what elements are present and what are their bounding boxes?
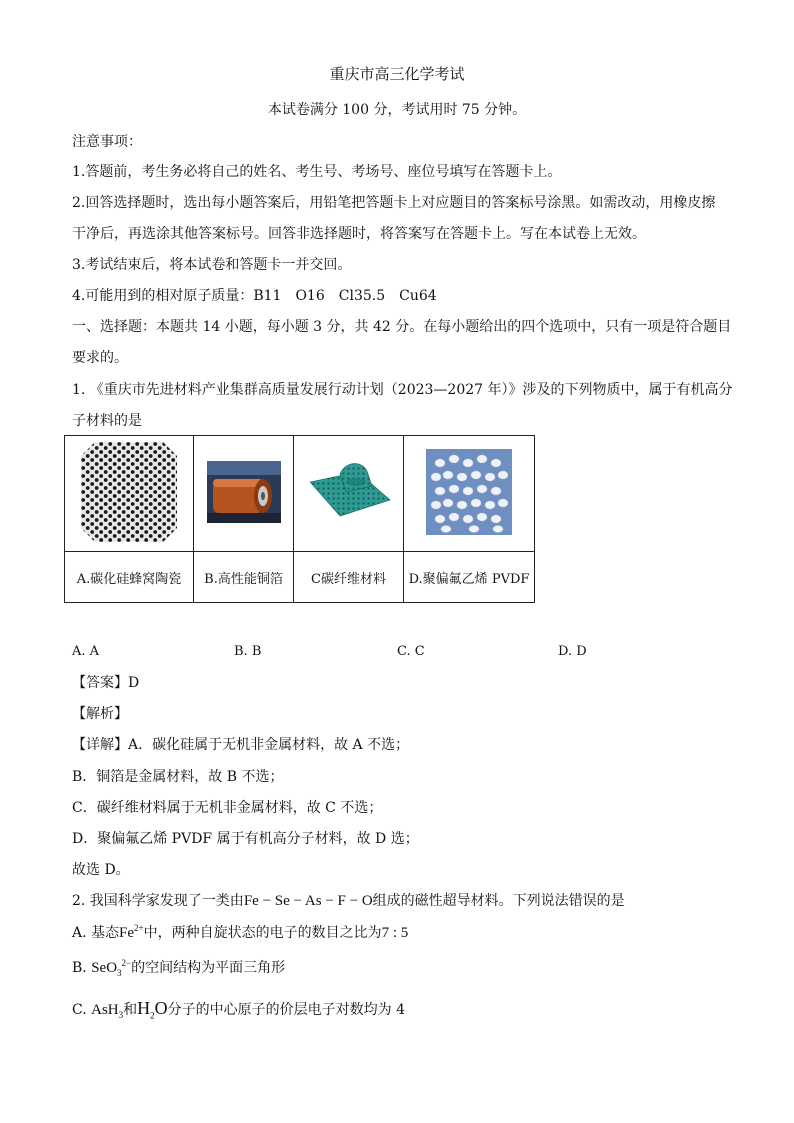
fe-charge: 2+ xyxy=(134,923,144,933)
q1-detail-line1 xyxy=(72,735,409,755)
exam-title: 重庆市高三化学考试 xyxy=(329,65,465,83)
detail-a: A．碳化硅属于无机非金属材料，故 A 不选； xyxy=(128,737,410,753)
spin-ratio: 7 : 5 xyxy=(381,925,409,941)
carbon-fiber-sheet-image xyxy=(306,456,392,528)
material-c-image-cell xyxy=(294,436,404,552)
seo3-charge: 2− xyxy=(121,958,132,968)
q1-stem-line2: 子材料的是 xyxy=(72,413,142,429)
material-b-caption: B.高性能铜箔 xyxy=(194,552,294,603)
seo3-subscript: 3 xyxy=(117,968,122,978)
q2-formula: Fe − Se − As − F − O xyxy=(243,893,373,909)
fe-symbol: Fe xyxy=(119,925,135,941)
material-a-image-cell xyxy=(65,436,194,552)
exam-subtitle: 本试卷满分 100 分，考试用时 75 分钟。 xyxy=(267,102,527,118)
q2-stem-start: 2. 我国科学家发现了一类由 xyxy=(72,893,244,909)
honeycomb-ceramic-image xyxy=(81,442,177,542)
q1-detail-line3: C．碳纤维材料属于无机非金属材料，故 C 不选； xyxy=(72,800,383,816)
q1-answer xyxy=(72,673,139,693)
q2-option-c-and: 和 xyxy=(123,1002,138,1018)
note-2-line2: 干净后，再选涂其他答案标号。回答非选择题时，将答案写在答题卡上。写在本试卷上无效。 xyxy=(72,226,646,242)
q1-detail-line4: D．聚偏氟乙烯 PVDF 属于有机高分子材料，故 D 选； xyxy=(72,831,419,847)
q1-option-d: D. D xyxy=(558,644,587,659)
h2o-o: O xyxy=(154,998,168,1018)
seo3-symbol: SeO xyxy=(91,960,118,976)
q2-option-a xyxy=(72,923,408,943)
q1-detail-line5: 故选 D。 xyxy=(72,862,130,878)
q2-option-b xyxy=(72,958,285,978)
q1-material-table xyxy=(64,435,535,603)
q2-option-b-label: B. xyxy=(72,960,87,976)
notes-heading: 注意事项： xyxy=(72,134,142,150)
note-2-line1: 2.回答选择题时，选出每小题答案后，用铅笔把答题卡上对应题目的答案标号涂黑。如需改动，用橡皮擦 xyxy=(72,195,716,211)
seo3-ion xyxy=(91,960,131,976)
material-a-caption: A.碳化硅蜂窝陶瓷 xyxy=(65,552,194,603)
detail-tag: 【详解】 xyxy=(72,737,128,753)
q2-option-b-text: 的空间结构为平面三角形 xyxy=(131,960,286,976)
q1-option-c: C. C xyxy=(397,644,425,659)
ash3-subscript: 3 xyxy=(118,1010,124,1020)
h2o-h: H xyxy=(137,998,151,1018)
h2o-molecule xyxy=(137,998,168,1021)
analysis-tag: 【解析】 xyxy=(72,706,128,722)
material-b-image-cell xyxy=(194,436,294,552)
copper-foil-roll-image xyxy=(207,461,281,523)
material-d-image-cell xyxy=(404,436,535,552)
note-3: 3.考试结束后，将本试卷和答题卡一并交回。 xyxy=(72,257,352,273)
answer-tag: 【答案】 xyxy=(72,675,128,691)
material-c-caption: C碳纤维材料 xyxy=(294,552,404,603)
ash3-symbol: AsH xyxy=(91,1002,119,1018)
q2-option-c-label: C. xyxy=(72,1002,87,1018)
material-d-caption: D.聚偏氟乙烯 PVDF xyxy=(404,552,535,603)
q2-option-c xyxy=(72,998,405,1020)
note-4: 4.可能用到的相对原子质量：B11 O16 Cl35.5 Cu64 xyxy=(72,288,437,304)
q1-detail-line2: B．铜箔是金属材料，故 B 不选； xyxy=(72,769,284,785)
h2o-subscript: 2 xyxy=(150,1010,155,1021)
fe-ion xyxy=(119,925,144,941)
pvdf-pellets-image xyxy=(426,449,512,535)
answer-value: D xyxy=(128,675,140,691)
q2-stem xyxy=(72,891,625,911)
section1-instruction-line1: 一、选择题：本题共 14 小题，每小题 3 分，共 42 分。在每小题给出的四个选项中，只有一项是符合题目 xyxy=(72,319,732,335)
q1-stem-line1: 1. 《重庆市先进材料产业集群高质量发展行动计划（2023—2027 年）》涉及的下列物质中，属于有机高分 xyxy=(72,382,733,398)
q1-analysis-tag xyxy=(72,704,128,724)
q1-option-a: A. A xyxy=(72,644,100,659)
note-1: 1.答题前，考生务必将自己的姓名、考生号、考场号、座位号填写在答题卡上。 xyxy=(72,164,562,180)
q1-option-b: B. B xyxy=(234,644,262,659)
q2-option-c-text: 分子的中心原子的价层电子对数均为 4 xyxy=(167,1002,405,1018)
q2-option-a-label: A. 基态 xyxy=(72,925,120,941)
section1-instruction-line2: 要求的。 xyxy=(72,350,128,366)
q2-stem-end: 组成的磁性超导材料。下列说法错误的是 xyxy=(372,893,625,909)
ash3-molecule xyxy=(91,1002,123,1018)
q2-option-a-text: 中，两种自旋状态的电子的数目之比为 xyxy=(143,925,382,941)
